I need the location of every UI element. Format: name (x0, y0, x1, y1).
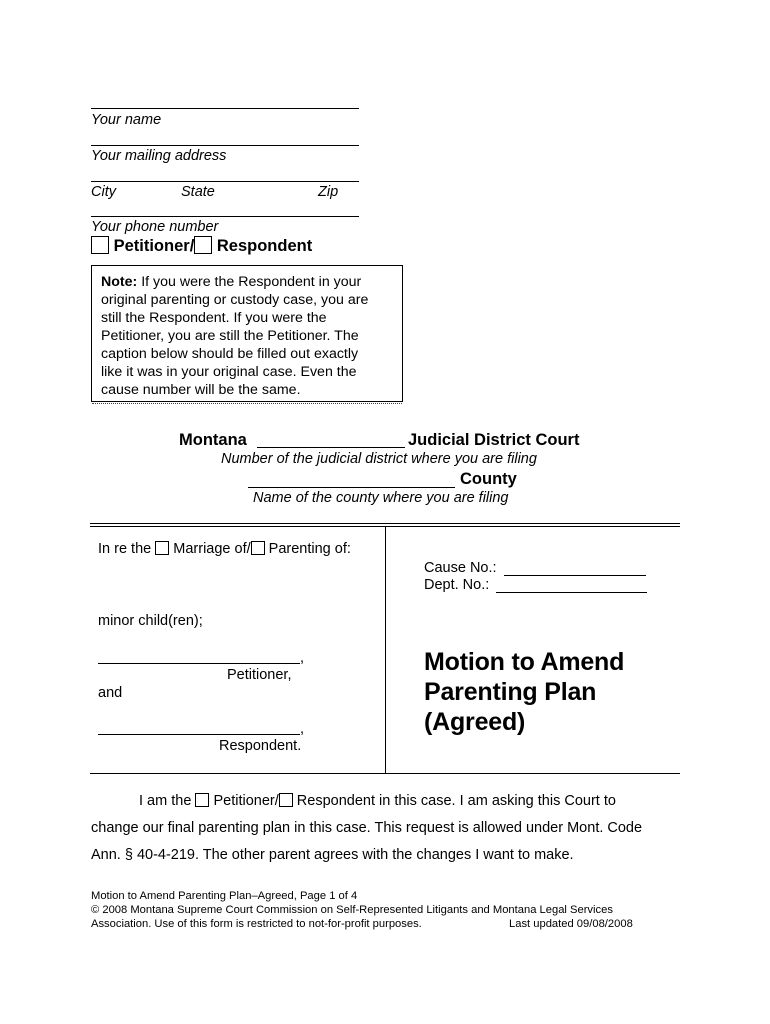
zip-label: Zip (318, 184, 339, 200)
phone-label: Your phone number (91, 219, 219, 235)
respondent-comma: , (300, 721, 305, 737)
court-judicial-district: Judicial District Court (408, 431, 580, 449)
body-line-1 (139, 793, 616, 809)
footer-line-3-left: Association. Use of this form is restricted to not-for-profit purposes. (91, 918, 422, 930)
note-line-3: still the Respondent. If you were the (101, 310, 327, 326)
note-line-2: original parenting or custody case, you are (101, 292, 369, 308)
petitioner-name-line[interactable] (98, 663, 300, 664)
parenting-checkbox[interactable] (251, 541, 265, 555)
court-county: County (460, 470, 517, 488)
cause-no-line[interactable] (504, 575, 646, 576)
body-line-3: Ann. § 40-4-219. The other parent agrees with the changes I want to make. (91, 847, 574, 863)
dept-no-label: Dept. No.: (424, 577, 490, 593)
note-line-6: like it was in your original case. Even the (101, 364, 357, 380)
your-name-label: Your name (91, 112, 162, 128)
caption-divider (385, 527, 386, 774)
note-box (91, 265, 403, 402)
in-re-row (98, 541, 351, 557)
city-state-zip-line[interactable] (91, 181, 359, 182)
county-hint: Name of the county where you are filing (253, 490, 509, 506)
and-label: and (98, 685, 123, 701)
document-title (424, 647, 624, 737)
caption-petitioner-label: Petitioner, (227, 667, 292, 683)
note-line-7: cause number will be the same. (101, 382, 301, 398)
county-line[interactable] (248, 487, 455, 488)
petitioner-comma: , (300, 650, 305, 666)
note-line-4: Petitioner, you are still the Petitioner. The (101, 328, 359, 344)
district-hint: Number of the judicial district where you are filing (221, 451, 537, 467)
body-line-2: change our final parenting plan in this case. This request is allowed under Mont. Code (91, 820, 643, 836)
state-label: State (181, 184, 215, 200)
footer-line-2: © 2008 Montana Supreme Court Commission on Self-Represented Litigants and Montana Legal Services (91, 904, 613, 916)
body-petitioner-label: Petitioner/ (213, 793, 279, 809)
district-number-line[interactable] (257, 447, 405, 448)
party-role-selector (91, 236, 312, 256)
minor-children-label: minor child(ren); (98, 613, 203, 629)
in-re-label: In re the (98, 541, 152, 557)
title-line-1: Motion to Amend (424, 648, 625, 676)
caption-bottom-border (90, 773, 680, 774)
caption-respondent-label: Respondent. (219, 738, 302, 754)
body-respondent-checkbox[interactable] (279, 793, 293, 807)
respondent-name-line[interactable] (98, 734, 300, 735)
footer-line-1: Motion to Amend Parenting Plan–Agreed, Page 1 of 4 (91, 890, 358, 902)
name-line[interactable] (91, 108, 359, 109)
petitioner-checkbox[interactable] (91, 236, 109, 254)
city-label: City (91, 184, 116, 200)
marriage-label: Marriage of/ (173, 541, 251, 557)
body-i-am-the: I am the (139, 793, 192, 809)
court-montana: Montana (179, 431, 247, 449)
footer-last-updated: Last updated 09/08/2008 (509, 918, 633, 930)
body-petitioner-checkbox[interactable] (195, 793, 209, 807)
respondent-checkbox[interactable] (194, 236, 212, 254)
mailing-address-label: Your mailing address (91, 148, 227, 164)
note-line-1: If you were the Respondent in your (137, 274, 362, 290)
respondent-label: Respondent (216, 237, 313, 255)
note-label: Note: (101, 274, 138, 290)
marriage-checkbox[interactable] (155, 541, 169, 555)
phone-line[interactable] (91, 216, 359, 217)
body-respondent-rest: Respondent in this case. I am asking this Court to (296, 793, 616, 809)
note-line-5: caption below should be filled out exactly (101, 346, 359, 362)
petitioner-label: Petitioner/ (113, 237, 195, 255)
caption-top-border (90, 523, 680, 524)
cause-no-label: Cause No.: (424, 560, 497, 576)
dept-no-line[interactable] (496, 592, 647, 593)
mailing-address-line[interactable] (91, 145, 359, 146)
parenting-label: Parenting of: (268, 541, 351, 557)
title-line-3: (Agreed) (424, 708, 526, 736)
title-line-2: Parenting Plan (424, 678, 597, 706)
